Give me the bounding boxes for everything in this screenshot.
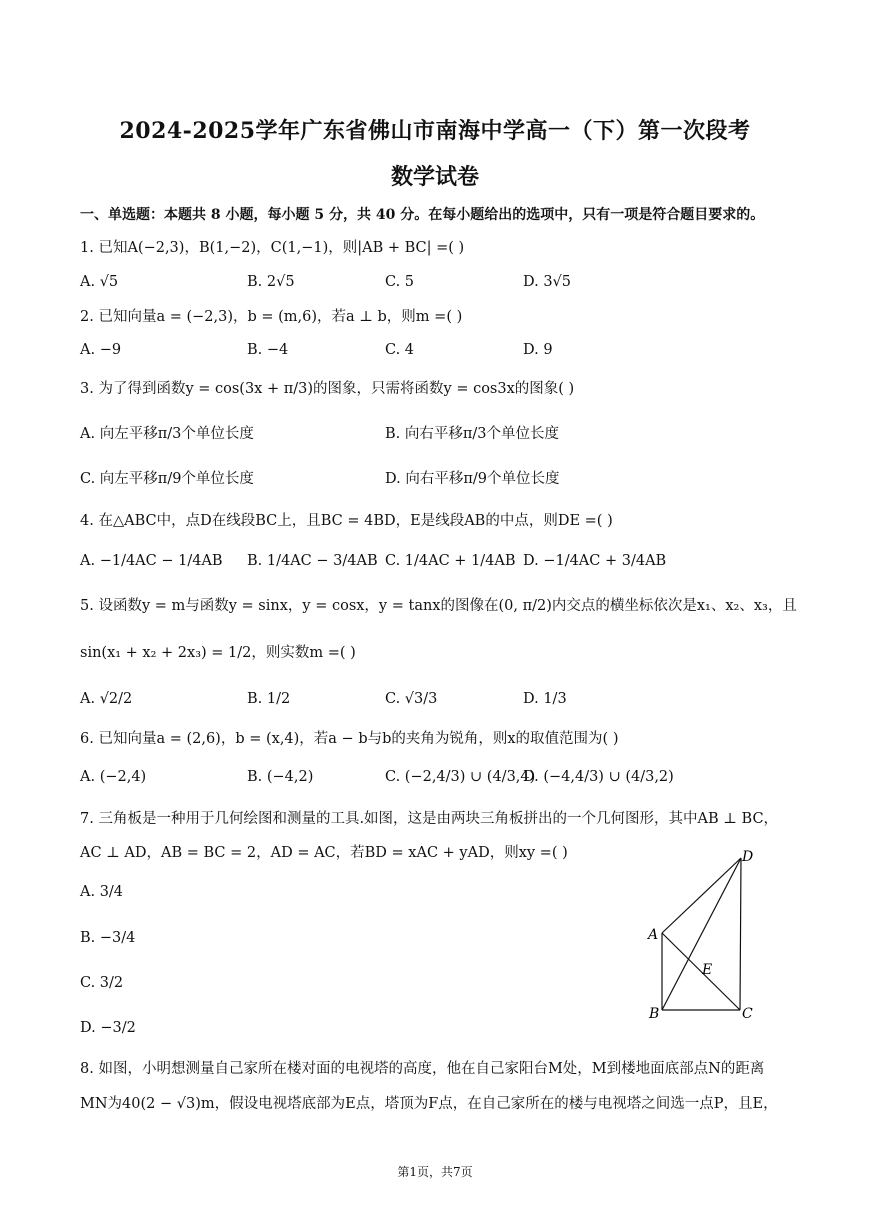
q1-option-b: B. 2√5 <box>247 274 295 290</box>
page-title: 2024-2025学年广东省佛山市南海中学高一（下）第一次段考 <box>119 118 751 144</box>
q2-option-d: D. 9 <box>523 342 553 358</box>
q7-option-a: A. 3/4 <box>80 884 124 900</box>
question-8-stem-line2: MN为40(2 − √3)m，假设电视塔底部为E点，塔顶为F点，在自己家所在的楼与电视塔之间选一点P，且E， <box>80 1096 778 1112</box>
q2-option-b: B. −4 <box>247 342 289 358</box>
q3-option-b: B. 向右平移π/3个单位长度 <box>385 426 560 442</box>
q7-option-d: D. −3/2 <box>80 1020 136 1036</box>
q4-option-c: C. 1/4AC + 1/4AB <box>385 553 516 569</box>
q3-option-d: D. 向右平移π/9个单位长度 <box>385 471 560 487</box>
q1-option-d: D. 3√5 <box>523 274 572 290</box>
q7-option-b: B. −3/4 <box>80 930 136 946</box>
q4-option-a: A. −1/4AC − 1/4AB <box>80 553 223 569</box>
q6-option-c: C. (−2,4/3) ∪ (4/3,4) <box>385 769 536 785</box>
question-7-stem-line1: 7. 三角板是一种用于几何绘图和测量的工具.如图，这是由两块三角板拼出的一个几何图形，其中AB ⊥ BC， <box>80 811 779 827</box>
label-b: B <box>649 1006 660 1022</box>
question-6-stem: 6. 已知向量a = (2,6)，b = (x,4)，若a − b与b的夹角为锐角，则x的取值范围为( ) <box>80 731 619 747</box>
q4-option-d: D. −1/4AC + 3/4AB <box>523 553 667 569</box>
q3-option-a: A. 向左平移π/3个单位长度 <box>80 426 254 442</box>
page-subtitle: 数学试卷 <box>390 164 479 190</box>
q4-option-b: B. 1/4AC − 3/4AB <box>247 553 378 569</box>
q3-option-c: C. 向左平移π/9个单位长度 <box>80 471 254 487</box>
q6-option-a: A. (−2,4) <box>80 769 147 785</box>
question-5-stem-line1: 5. 设函数y = m与函数y = sinx，y = cosx，y = tanx的图像在(0, π/2)内交点的横坐标依次是x₁、x₂、x₃，且 <box>80 598 797 614</box>
q7-triangle-figure <box>640 845 770 1025</box>
q6-option-d: D. (−4,4/3) ∪ (4/3,2) <box>523 769 674 785</box>
question-8-stem-line1: 8. 如图，小明想测量自己家所在楼对面的电视塔的高度，他在自己家阳台M处，M到楼地面底部点N的距离 <box>80 1061 765 1077</box>
q1-option-a: A. √5 <box>80 274 119 290</box>
q5-option-c: C. √3/3 <box>385 691 438 707</box>
q1-option-c: C. 5 <box>385 274 415 290</box>
section-heading: 一、单选题：本题共 8 小题，每小题 5 分，共 40 分。在每小题给出的选项中，只有一项是符合题目要求的。 <box>80 207 765 223</box>
segment-dc <box>740 858 741 1010</box>
label-d: D <box>742 849 754 865</box>
question-3-stem: 3. 为了得到函数y = cos(3x + π/3)的图象，只需将函数y = cos3x的图象( ) <box>80 381 575 397</box>
q5-option-a: A. √2/2 <box>80 691 133 707</box>
segment-ac <box>662 933 740 1010</box>
question-5-stem-line2: sin(x₁ + x₂ + 2x₃) = 1/2，则实数m =( ) <box>80 645 356 661</box>
question-1-stem: 1. 已知A(−2,3)，B(1,−2)，C(1,−1)，则|AB + BC| =( ) <box>80 240 465 256</box>
segment-ad <box>662 858 741 933</box>
label-e: E <box>702 962 713 978</box>
q6-option-b: B. (−4,2) <box>247 769 314 785</box>
page-footer: 第1页，共7页 <box>397 1165 473 1179</box>
segment-bd <box>662 858 741 1010</box>
q5-option-b: B. 1/2 <box>247 691 291 707</box>
q7-option-c: C. 3/2 <box>80 975 124 991</box>
question-4-stem: 4. 在△ABC中，点D在线段BC上，且BC = 4BD，E是线段AB的中点，则DE =( ) <box>80 513 613 529</box>
q2-option-a: A. −9 <box>80 342 122 358</box>
question-7-stem-line2: AC ⊥ AD，AB = BC = 2，AD = AC，若BD = xAC + yAD，则xy =( ) <box>80 845 568 861</box>
q5-option-d: D. 1/3 <box>523 691 567 707</box>
question-2-stem: 2. 已知向量a = (−2,3)，b = (m,6)，若a ⊥ b，则m =( ) <box>80 309 463 325</box>
label-a: A <box>648 927 659 943</box>
label-c: C <box>742 1006 753 1022</box>
q2-option-c: C. 4 <box>385 342 415 358</box>
